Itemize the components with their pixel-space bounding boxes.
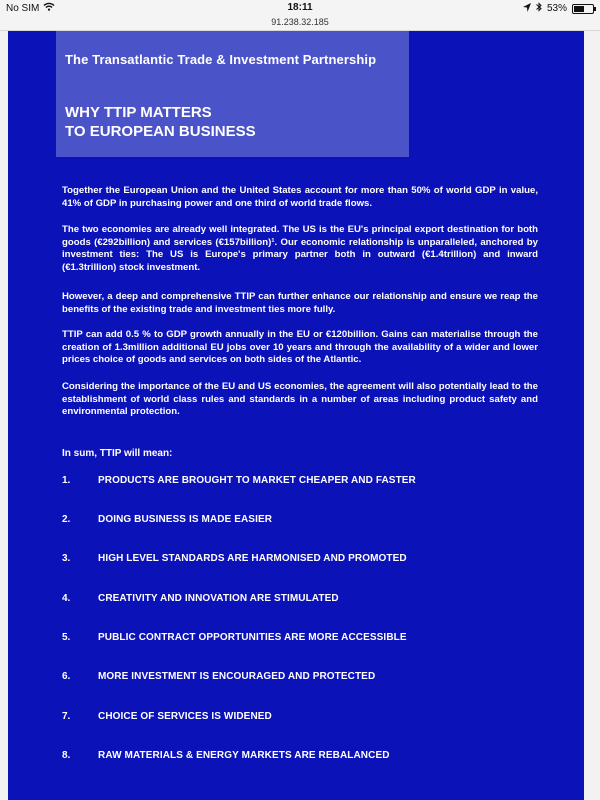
title-line-1: WHY TTIP MATTERS bbox=[65, 104, 212, 121]
url-text[interactable]: 91.238.32.185 bbox=[271, 17, 329, 27]
list-number: 2. bbox=[62, 514, 71, 525]
list-number: 1. bbox=[62, 475, 71, 486]
battery-icon bbox=[572, 4, 594, 14]
list-number: 5. bbox=[62, 632, 71, 643]
battery-level bbox=[574, 6, 584, 12]
status-time: 18:11 bbox=[287, 2, 313, 13]
list-number: 3. bbox=[62, 553, 71, 564]
list-text: CREATIVITY AND INNOVATION ARE STIMULATED bbox=[98, 593, 339, 604]
paragraph-1: Together the European Union and the United States account for more than 50% of world GDP in value, 41% of GDP in purchasing power and one third of world trade flows. bbox=[62, 185, 538, 209]
location-arrow-icon bbox=[523, 3, 531, 15]
document-title bbox=[65, 103, 256, 141]
list-text: PUBLIC CONTRACT OPPORTUNITIES ARE MORE ACCESSIBLE bbox=[98, 632, 407, 643]
title-line-2: TO EUROPEAN BUSINESS bbox=[65, 123, 256, 140]
document-page bbox=[8, 31, 584, 800]
summary-intro: In sum, TTIP will mean: bbox=[62, 448, 173, 459]
list-number: 6. bbox=[62, 671, 71, 682]
battery-percent: 53% bbox=[546, 3, 567, 14]
carrier-label: No SIM bbox=[6, 2, 40, 14]
list-text: CHOICE OF SERVICES IS WIDENED bbox=[98, 711, 272, 722]
paragraph-3: However, a deep and comprehensive TTIP can further enhance our relationship and ensure we reap the benefits of the existing trade and investment ties more fully. bbox=[62, 291, 538, 315]
paragraph-2: The two economies are already well integrated. The US is the EU's principal export destination for both goods (€292billion) and services (€157billion)¹. Our economic relationship is unparalleled, anchored by investment ties: The US is Europe's primary partner both in outward (€1.4trillion) and inward (€1.3trillion) stock investment. bbox=[62, 224, 538, 273]
list-text: RAW MATERIALS & ENERGY MARKETS ARE REBALANCED bbox=[98, 750, 390, 761]
bluetooth-icon bbox=[536, 2, 542, 15]
list-number: 8. bbox=[62, 750, 71, 761]
list-text: PRODUCTS ARE BROUGHT TO MARKET CHEAPER AND FASTER bbox=[98, 475, 416, 486]
document-subtitle: The Transatlantic Trade & Investment Partnership bbox=[65, 52, 377, 67]
list-number: 7. bbox=[62, 711, 71, 722]
paragraph-4: TTIP can add 0.5 % to GDP growth annually in the EU or €120billion. Gains can materialise through the creation of 1.3million additional EU jobs over 10 years and through the availability of a wider and lower prices choice of goods and services on both sides of the Atlantic. bbox=[62, 329, 538, 365]
address-bar[interactable] bbox=[0, 16, 600, 31]
title-box bbox=[56, 31, 409, 157]
status-right bbox=[523, 2, 594, 15]
page-viewport[interactable] bbox=[0, 31, 600, 800]
list-text: HIGH LEVEL STANDARDS ARE HARMONISED AND PROMOTED bbox=[98, 553, 407, 564]
list-number: 4. bbox=[62, 593, 71, 604]
paragraph-5: Considering the importance of the EU and US economies, the agreement will also potentially lead to the establishment of world class rules and standards in a number of areas including product safety and environmental protection. bbox=[62, 381, 538, 417]
list-text: MORE INVESTMENT IS ENCOURAGED AND PROTECTED bbox=[98, 671, 376, 682]
list-text: DOING BUSINESS IS MADE EASIER bbox=[98, 514, 273, 525]
status-bar bbox=[0, 0, 600, 16]
